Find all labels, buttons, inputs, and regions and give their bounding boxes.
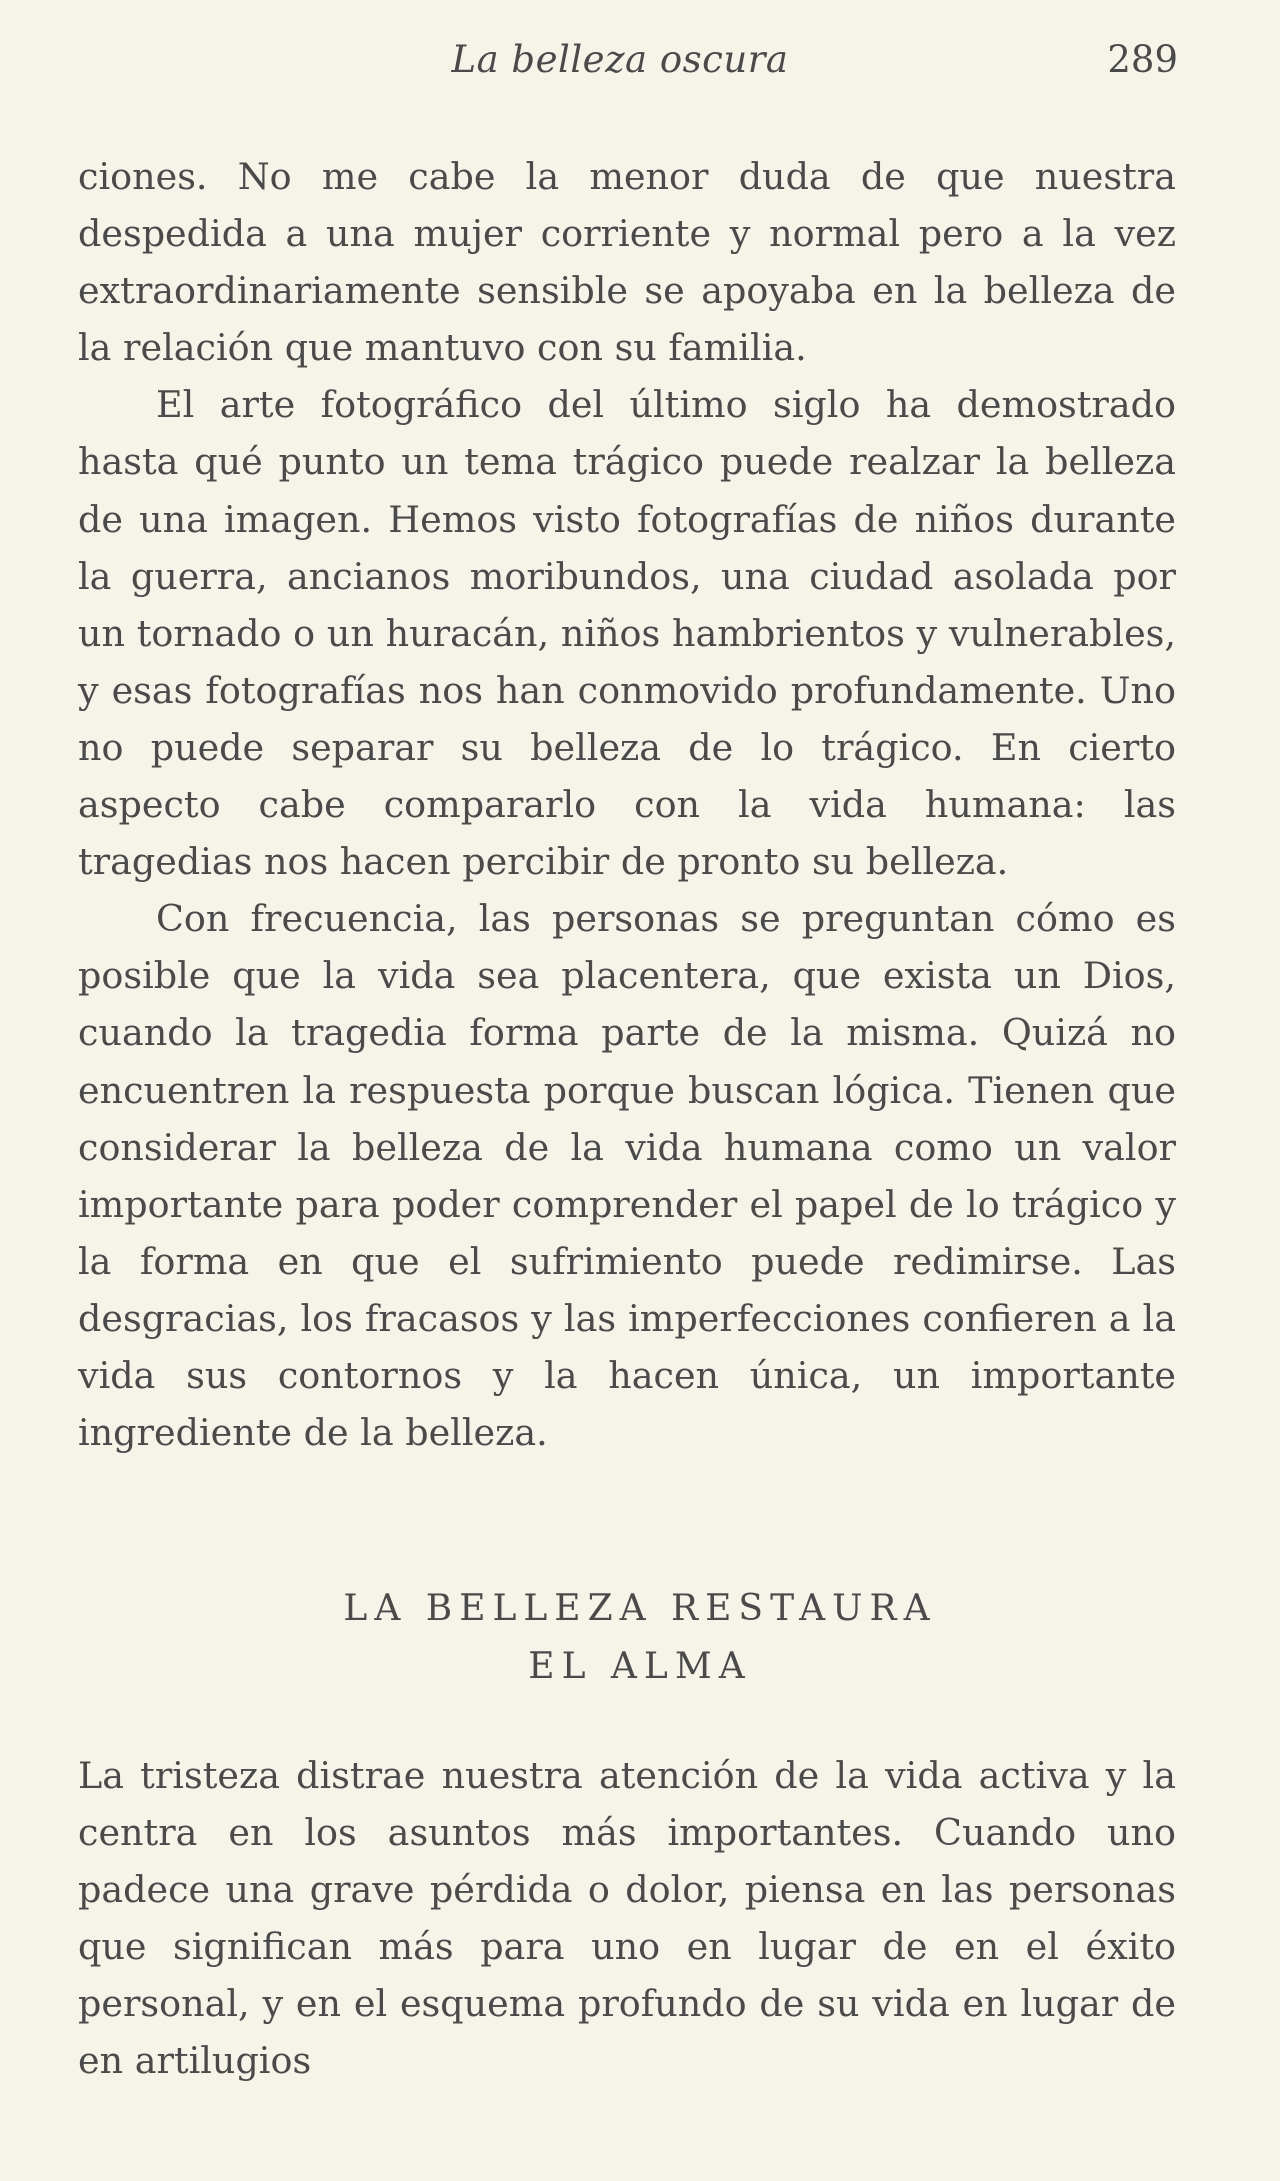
section-heading-line: EL ALMA — [528, 1646, 752, 1687]
running-head — [0, 38, 1280, 88]
section-heading-line: LA BELLEZA RESTAURA — [343, 1588, 937, 1629]
body-text-top — [78, 148, 1176, 1461]
body-text-bottom — [78, 1747, 1176, 2090]
paragraph: La tristeza distrae nuestra atención de la vida activa y la centra en los asuntos más importantes. Cuando uno padece una grave pérdida o dolor, piensa en las personas que significan más para uno en lugar de en el éxito personal, y en el esquema profundo de su vida en lugar de en artilugios — [78, 1754, 1176, 2083]
running-title: La belleza oscura — [451, 38, 789, 81]
paragraph-continued: ciones. No me cabe la menor duda de que nuestra despedida a una mujer corriente y normal pero a la vez extraordinariamente sensible se apoyaba en la belleza de la relación que mantuvo con su familia. — [78, 155, 1176, 370]
section-heading — [0, 1580, 1280, 1696]
paragraph: Con frecuencia, las personas se preguntan cómo es posible que la vida sea placentera, que exista un Dios, cuando la tragedia forma parte de la misma. Quizá no encuentren la respuesta porque buscan lógica. Tienen que considerar la belleza de la vida humana como un valor importante para poder comprender el papel de lo trágico y la forma en que el sufrimiento puede redimirse. Las desgracias, los fracasos y las imperfecciones confieren a la vida sus contornos y la hacen única, un importante ingrediente de la belleza. — [78, 897, 1176, 1455]
paragraph: El arte fotográfico del último siglo ha demostrado hasta qué punto un tema trágico puede realzar la belleza de una imagen. Hemos visto fotografías de niños durante la guerra, ancianos moribundos, una ciudad asolada por un tornado o un huracán, niños hambrientos y vulnerables, y esas fotografías nos han conmovido profundamente. Uno no puede separar su belleza de lo trágico. En cierto aspecto cabe compararlo con la vida humana: las tragedias nos hacen percibir de pronto su belleza. — [78, 383, 1176, 884]
page-number: 289 — [1107, 38, 1178, 81]
